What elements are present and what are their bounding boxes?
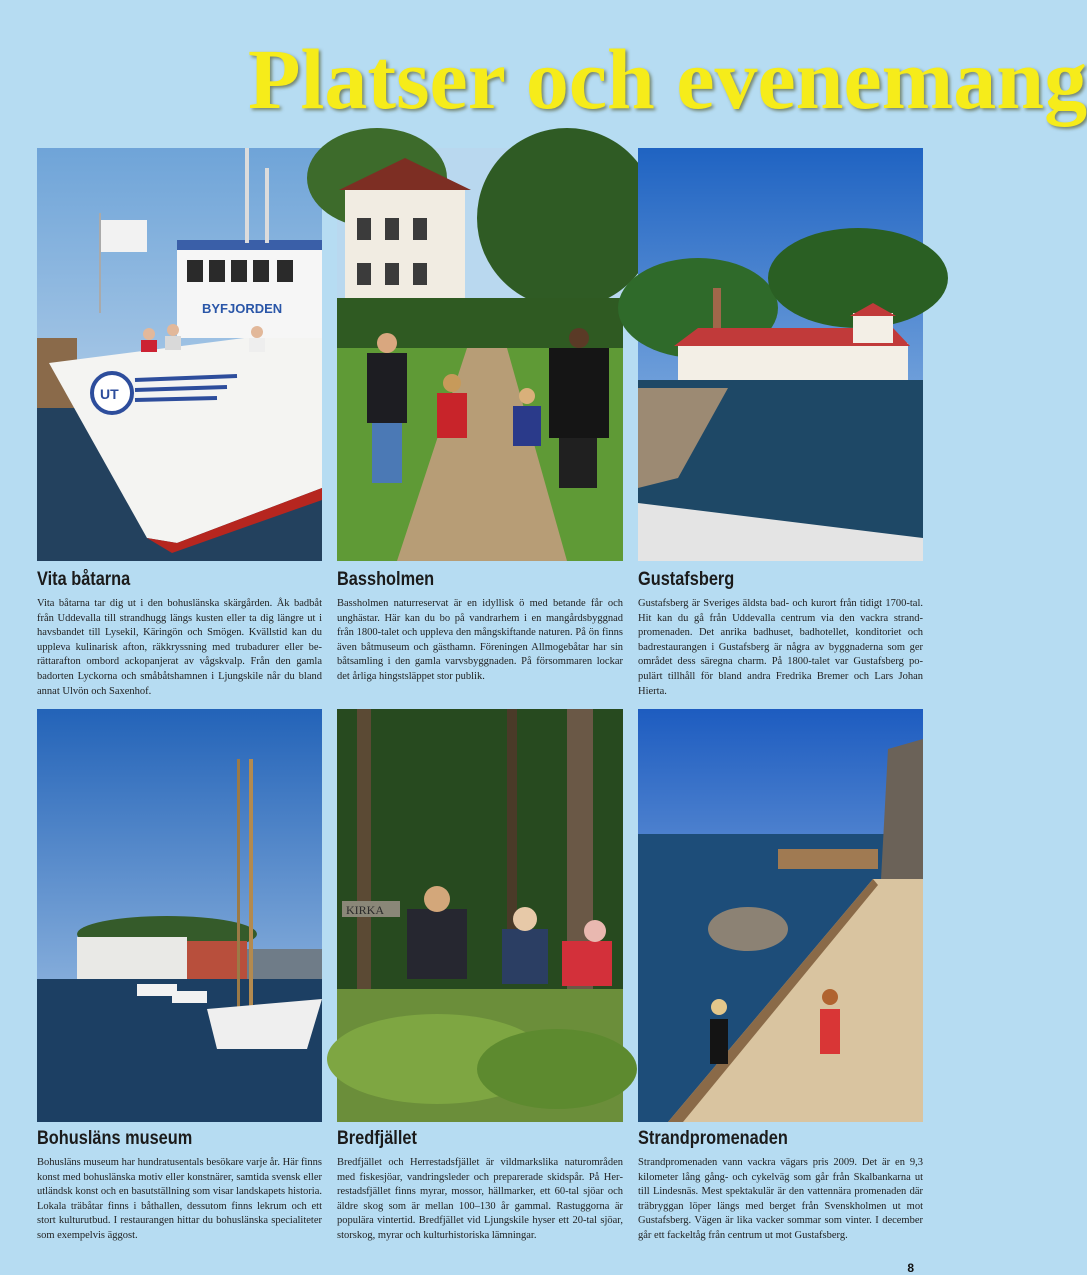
photo-bassholmen [337,148,623,561]
section-text-bohuslans-museum: Bohusläns museum har hundratusentals besökare varje år. Här finns konst med bohuslänska motiv eller konstnärer, samtida svensk eller utländsk konst och en basutställning som visar landskapets historia. Lokala träbåtar finns i båthallen, dessutom finns lekrum och ett stort kulturutbud. I restaurangen hittar du bohuslänska specialiteter som exempelvis äggost. [37,1157,322,1241]
boat-name-label: BYFJORDEN [202,301,283,316]
section-heading-bassholmen: Bassholmen [337,569,435,590]
section-text-strandpromenaden: Strandpromenaden vann vackra vägars pris 2009. Det är en 9,3 kilometer lång gång- och cykelväg som går från Skalbankarna ut till Lindesnäs. Mest spektakulär är den vattennära promenaden där träbryggan löper längs med berget från Svenskholmen ut mot Gustafsberg. Vägen är lika vacker sommar som vinter. I december går ett fackeltåg från centrum ut mot Gustafsberg. [638,1157,923,1241]
page-title: Platser och evenemang [248,31,1087,127]
photo-bohuslans-museum [37,709,322,1122]
section-text-vita-batarna: Vita båtarna tar dig ut i den bohuslänska skärgården. Åk badbåt från Uddevalla till strandhugg längs kusten eller ta dig längre ut i havsbandet till Lysekil, Käringön och Smögen. Kvällstid kan du uppleva kulinarisk afton, räkkryssning med trubadurer eller berättarafton ombord ackopanjerat av vågskvalp. Från den gamla badorten Lyckorna och småbåtshamnen i Ljungskile når du bland annat Ulvön och Saxenhof. [37,598,322,697]
photo-vita-batarna [37,148,322,561]
section-heading-vita-batarna: Vita båtarna [37,569,131,590]
kirka-sign-label: KIRKA [346,903,384,917]
page-number: 8 [907,1261,914,1275]
section-text-bassholmen: Bassholmen naturreservat är en idyllisk ö med betande får och unghästar. Här kan du bo på vandrarhem i en mangårdsbyggnad från 1800-talet och uppleva den mångskiftande naturen. På ön finns även båtmuseum och gästhamn. Föreningen Allmogebåtar har sin båtsamling i den gamla varvsbyggnaden. På försommaren lockar det årliga hingstsläppet stor publik. [337,598,623,682]
section-text-bredfjallet: Bredfjället och Herrestadsfjället är vildmarkslika naturområden med fiskesjöar, vandringsleder och preparerade skidspår. På Herrestadsfjället finns myrar, mossor, hällmarker, ett 60-tal sjöar och äldre skog som är mellan 100–130 år gammal. Rastuggorna är populära vintertid. Bredfjället vid Ljungskile hyser ett 20-tal sjöar, storskog, myrar och kulturhistoriska lämningar. [337,1157,623,1241]
photo-bredfjallet [337,709,623,1122]
photo-gustafsberg [638,148,923,561]
section-heading-bredfjallet: Bredfjället [337,1128,417,1149]
photo-strandpromenaden [638,709,923,1122]
section-heading-strandpromenaden: Strandpromenaden [638,1128,788,1149]
section-text-gustafsberg: Gustafsberg är Sveriges äldsta bad- och kurort från tidigt 1700-tal. Hit kan du gå från Uddevalla centrum via den vackra strandpromenaden. Det anrika badhuset, badhotellet, konditoriet och badrestaurangen i Gustafsberg är några av byggnaderna som ger området dess säregna charm. På 1800-talet var Gustafsberg populärt tillhåll för bland andra Fredrika Bremer och Lars Johan Hierta. [638,598,923,697]
section-heading-gustafsberg: Gustafsberg [638,569,735,590]
boat-logo-label: UT [100,386,119,402]
section-heading-bohuslans-museum: Bohusläns museum [37,1128,193,1149]
